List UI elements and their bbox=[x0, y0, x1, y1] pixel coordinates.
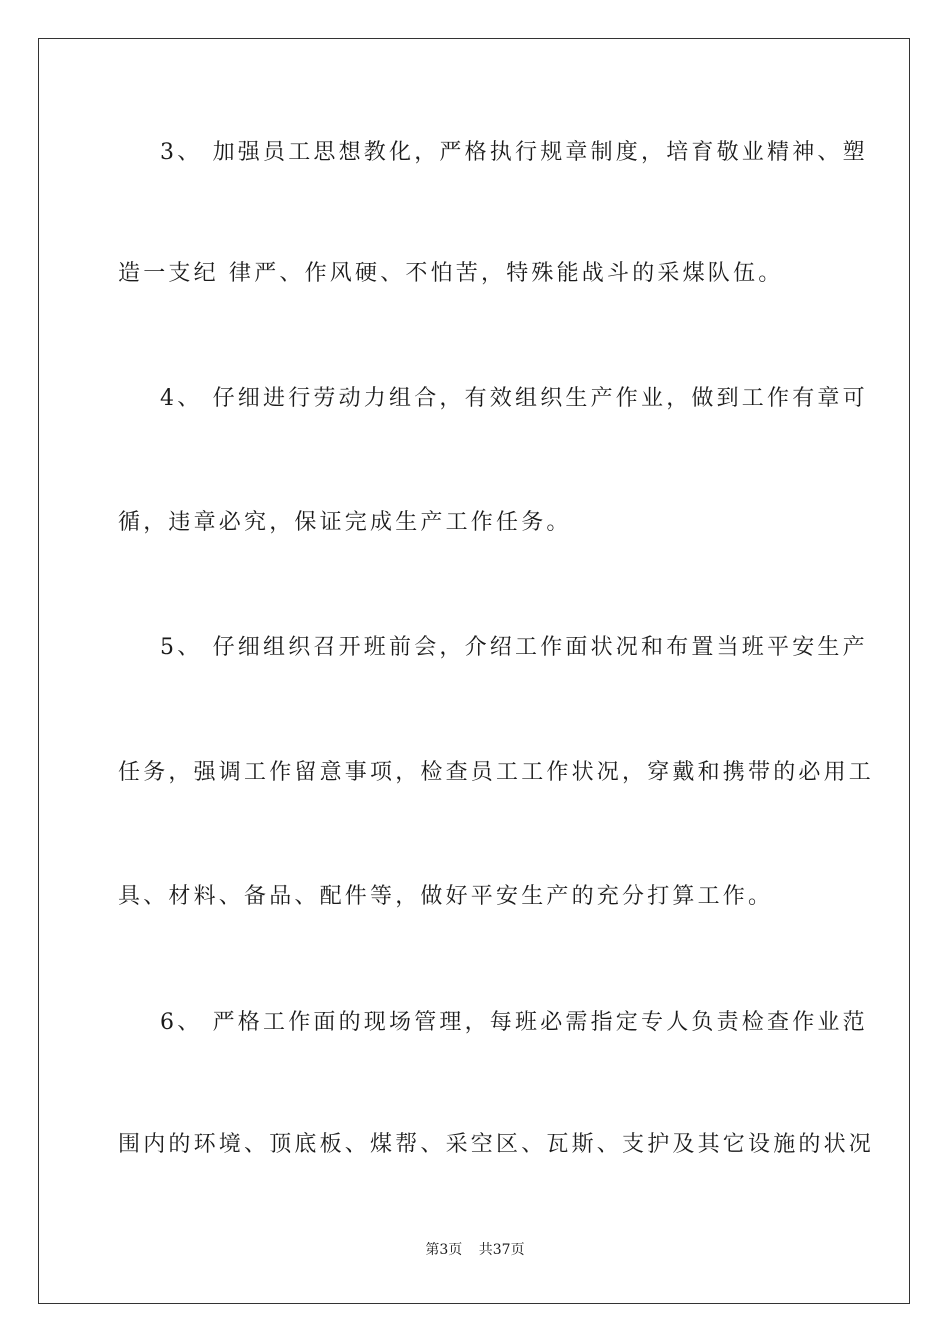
page-number-total: 共37页 bbox=[478, 1242, 525, 1258]
paragraph-4-line-1: 4、 仔细进行劳动力组合，有效组织生产作业，做到工作有章可 bbox=[160, 386, 868, 411]
paragraph-5-line-1: 5、 仔细组织召开班前会，介绍工作面状况和布置当班平安生产 bbox=[160, 635, 868, 660]
paragraph-6-line-1: 6、 严格工作面的现场管理，每班必需指定专人负责检查作业范 bbox=[160, 1010, 868, 1035]
paragraph-3-line-1: 3、 加强员工思想教化，严格执行规章制度，培育敬业精神、塑 bbox=[160, 140, 868, 165]
page-number-current: 第3页 bbox=[425, 1242, 463, 1258]
paragraph-5-line-2: 任务，强调工作留意事项，检查员工工作状况，穿戴和携带的必用工 bbox=[118, 760, 875, 785]
page-border bbox=[38, 38, 910, 1304]
paragraph-6-line-2: 围内的环境、顶底板、煤帮、采空区、瓦斯、支护及其它设施的状况 bbox=[118, 1132, 875, 1157]
page-footer bbox=[0, 1240, 950, 1260]
paragraph-5-line-3: 具、材料、备品、配件等，做好平安生产的充分打算工作。 bbox=[118, 884, 774, 909]
paragraph-3-line-2: 造一支纪 律严、作风硬、不怕苦，特殊能战斗的采煤队伍。 bbox=[118, 261, 784, 286]
paragraph-4-line-2: 循，违章必究，保证完成生产工作任务。 bbox=[118, 510, 572, 535]
